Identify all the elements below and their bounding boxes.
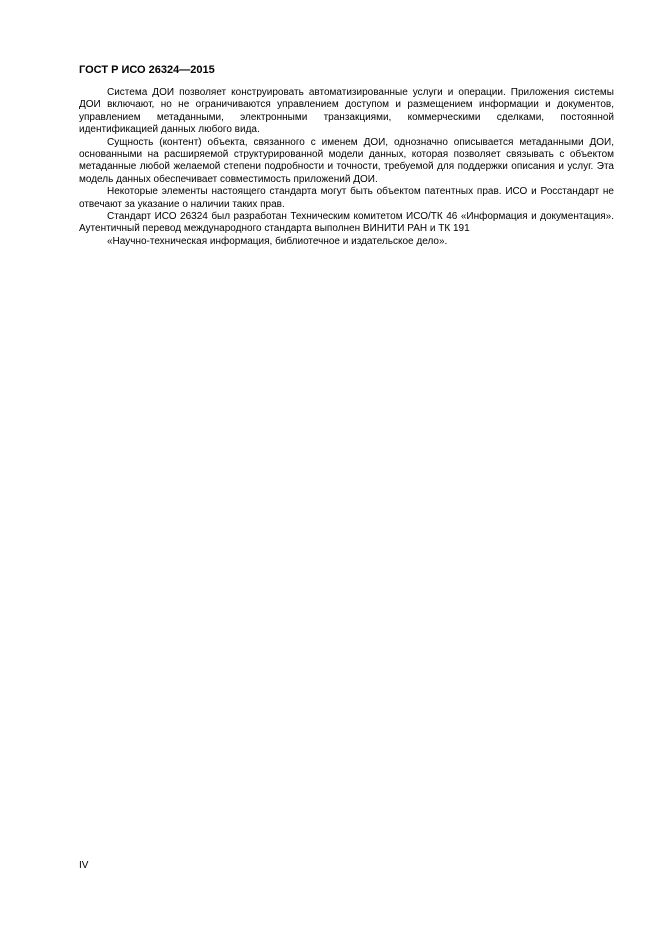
paragraph-doi-system: Система ДОИ позволяет конструировать автоматизированные услуги и операции. Приложения системы ДОИ включают, но не ограничиваются управлением доступом и размещением информации и документов, управлением метаданными, электронными транзакциями, коммерческими сделками, постоянной идентификацией данных любого вида. [79, 87, 614, 136]
paragraph-standard-origin [79, 211, 614, 248]
paragraph-standard-origin-tail: «Научно-техническая информация, библиотечное и издательское дело». [107, 235, 448, 247]
paragraph-doi-metadata: Сущность (контент) объекта, связанного с именем ДОИ, однозначно описывается метаданными ДОИ, основанными на расширяемой структурированной модели данных, которая позволяет связывать с объектом метаданные любой желаемой степени подробности и точности, требуемой для поддержки описания и услуг. Эта модель данных обеспечивает совместимость приложений ДОИ. [79, 136, 614, 185]
page-number: IV [79, 860, 89, 871]
paragraph-patent-rights: Некоторые элементы настоящего стандарта могут быть объектом патентных прав. ИСО и Росстандарт не отвечают за указание о наличии таких прав. [79, 186, 614, 210]
document-body [79, 87, 614, 248]
paragraph-standard-origin-main: Стандарт ИСО 26324 был разработан Техническим комитетом ИСО/ТК 46 «Информация и документация». Аутентичный перевод международного стандарта выполнен ВИНИТИ РАН и ТК 191 [79, 211, 614, 235]
document-header: ГОСТ Р ИСО 26324—2015 [79, 64, 215, 76]
